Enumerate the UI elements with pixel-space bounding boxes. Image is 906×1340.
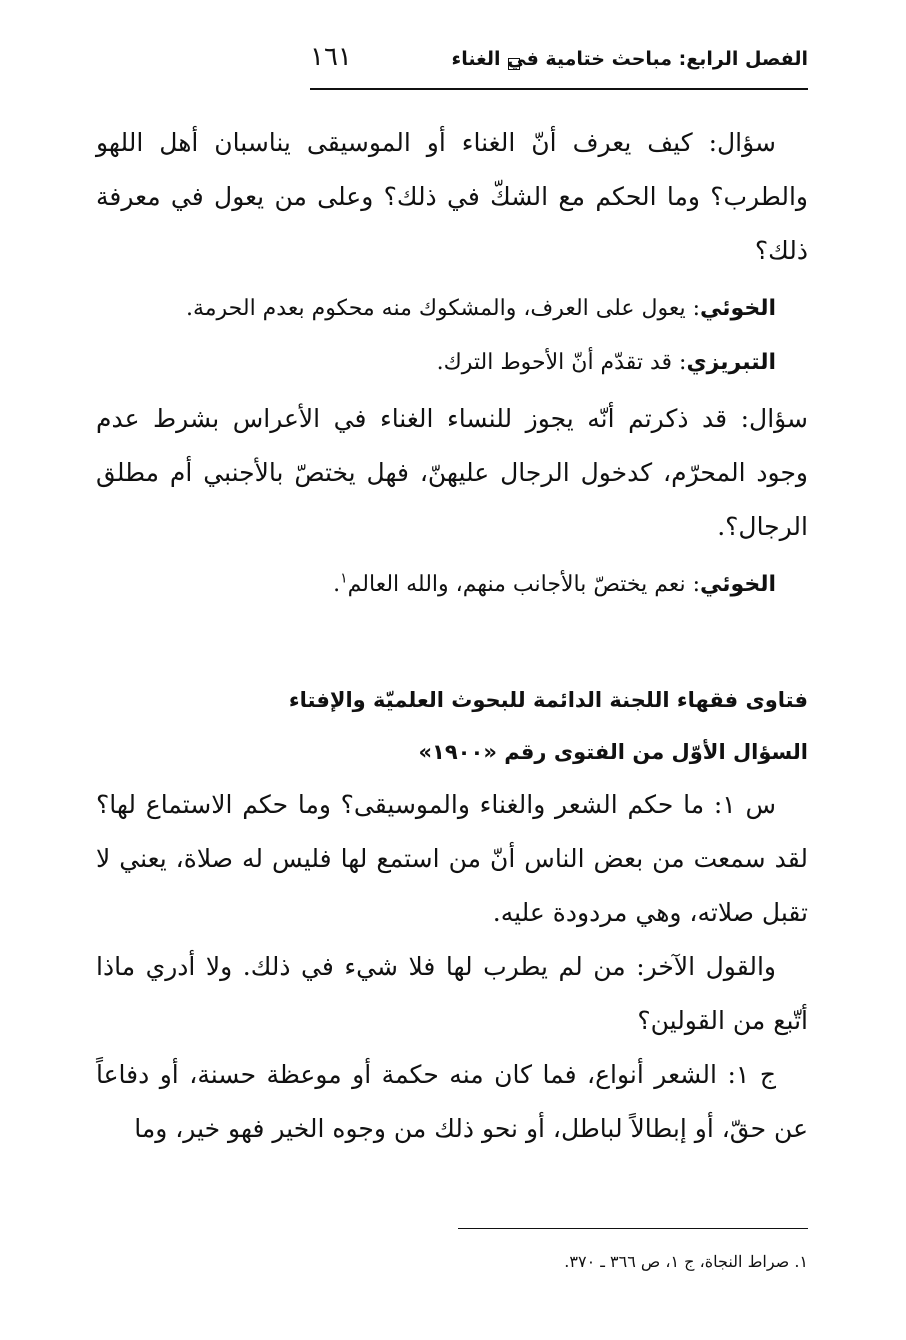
answer-end: . (333, 572, 341, 597)
page-body (96, 116, 808, 1156)
subsection-heading: السؤال الأوّل من الفتوى رقم «١٩٠٠» (418, 740, 808, 764)
speaker-label: الخوئي (700, 572, 776, 597)
answer-paragraph (96, 560, 808, 610)
answer-text: : قد تقدّم أنّ الأحوط الترك. (436, 350, 687, 375)
chapter-title: الفصل الرابع: مباحث ختامية في الغناء (451, 48, 808, 70)
answer-paragraph: ج ١: الشعر أنواع، فما كان منه حكمة أو موعظة حسنة، أو دفاعاً عن حقّ، أو إبطالاً لباطل، أو نحو ذلك من وجوه الخير فهو خير، وما (96, 1060, 808, 1143)
footnote-divider (458, 1228, 808, 1229)
footnote: ١. صراط النجاة، ج ١، ص ٣٦٦ ـ ٣٧٠. (564, 1252, 808, 1271)
question-continuation: والقول الآخر: من لم يطرب لها فلا شيء في ذلك. ولا أدري ماذا أتّبع من القولين؟ (96, 952, 808, 1035)
footnote-reference[interactable]: ١ (340, 570, 348, 587)
answer-text: : نعم يختصّ بالأجانب منهم، والله العالم (347, 572, 701, 597)
page-number: ١٦١ (310, 42, 352, 72)
speaker-label: التبريزي (686, 350, 776, 375)
section-heading: فتاوى فقهاء اللجنة الدائمة للبحوث العلميّة والإفتاء (288, 688, 808, 712)
question-paragraph: سؤال: قد ذكرتم أنّه يجوز للنساء الغناء في الأعراس بشرط عدم وجود المحرّم، كدخول الرجال عليهنّ، فهل يختصّ بالأجنبي أم مطلق الرجال؟. (96, 404, 808, 541)
speaker-label: الخوئي (700, 296, 776, 321)
answer-paragraph (96, 284, 808, 334)
running-header (310, 38, 808, 90)
answer-paragraph (96, 338, 808, 388)
question-paragraph: سؤال: كيف يعرف أنّ الغناء أو الموسيقى يناسبان أهل اللهو والطرب؟ وما الحكم مع الشكّ في ذلك؟ وعلى من يعول في معرفة ذلك؟ (96, 128, 808, 265)
square-ornament-icon (508, 58, 520, 70)
answer-text: : يعول على العرف، والمشكوك منه محكوم بعدم الحرمة. (185, 296, 701, 321)
question-paragraph: س ١: ما حكم الشعر والغناء والموسيقى؟ وما حكم الاستماع لها؟ لقد سمعت من بعض الناس أنّ من استمع لها فليس له صلاة، يعني لا تقبل صلاته، وهي مردودة عليه. (96, 790, 808, 927)
